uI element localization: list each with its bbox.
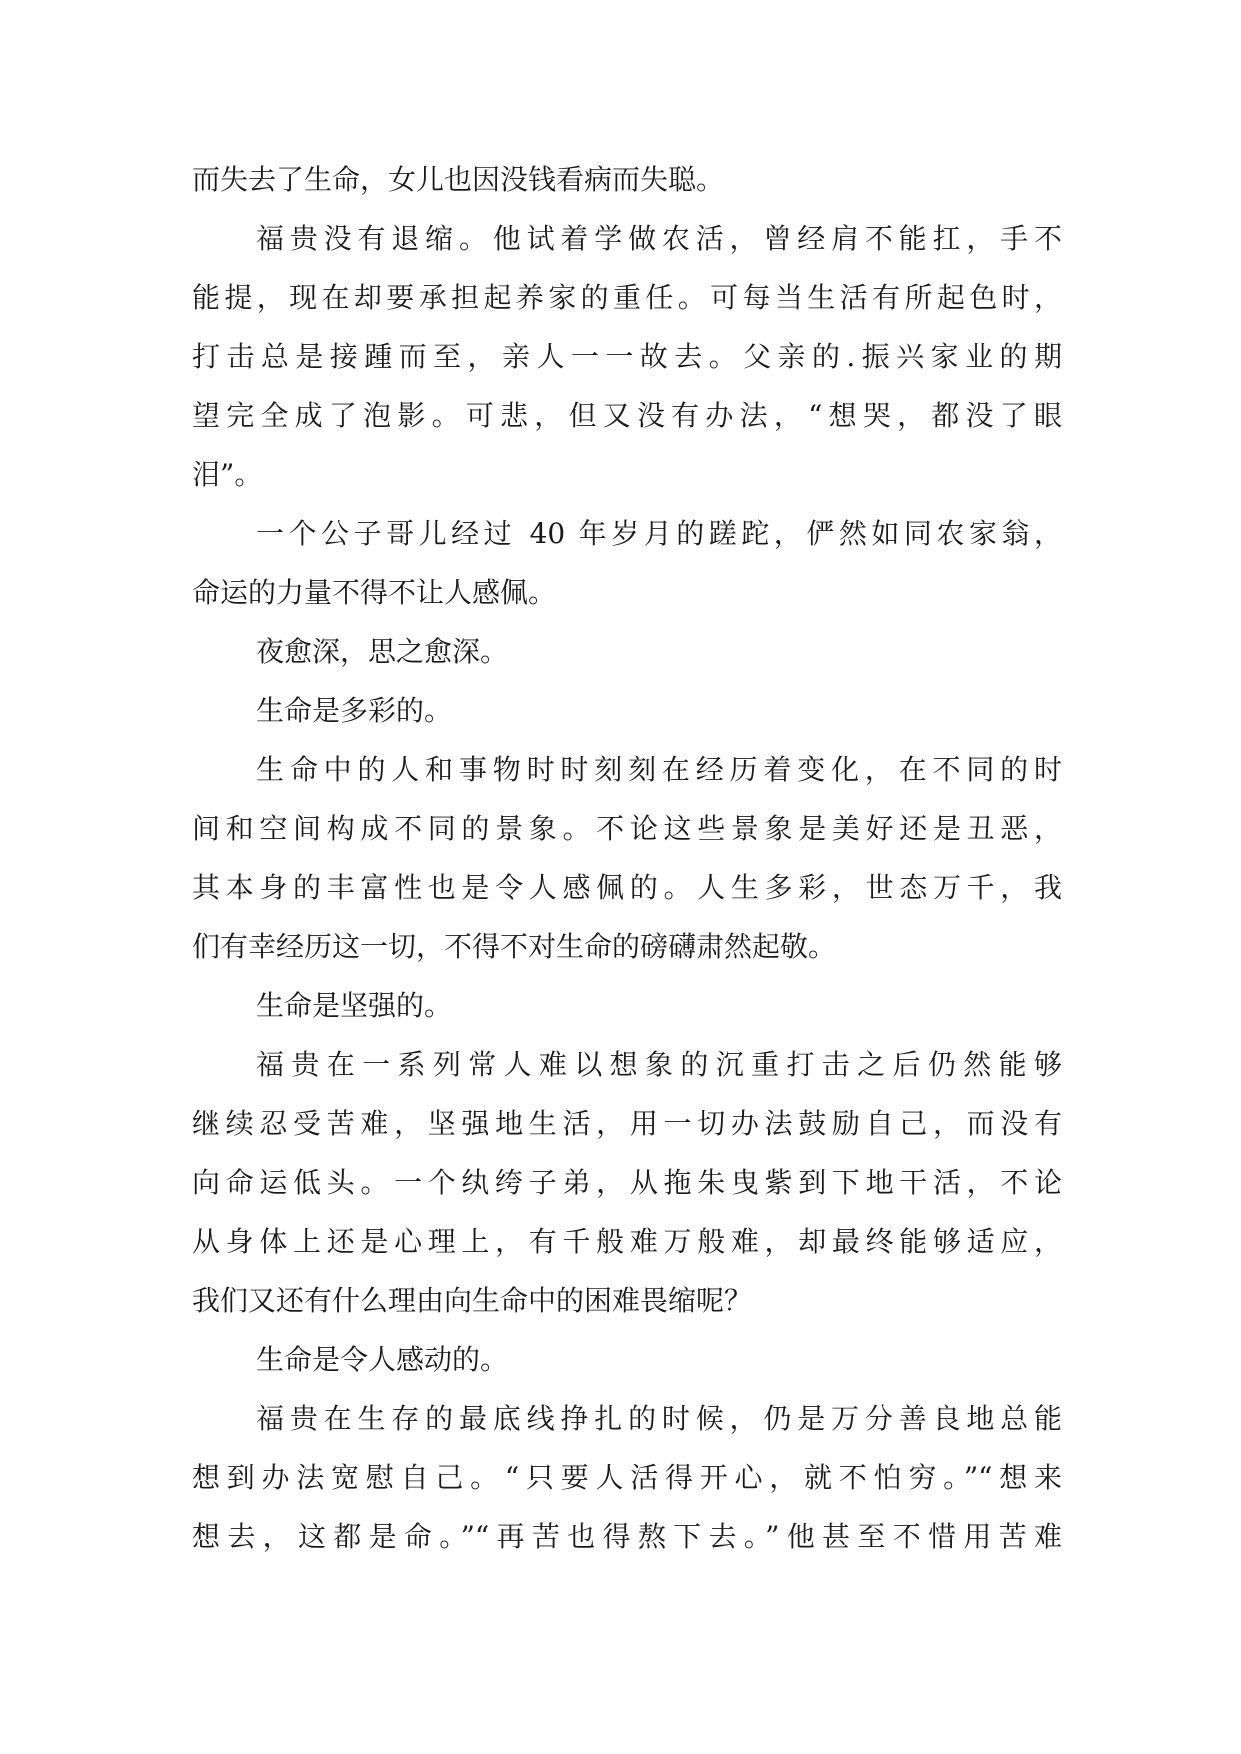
text-line: 福贵在一系列常人难以想象的沉重打击之后仍然能够 <box>256 1048 1062 1081</box>
text-line: 继续忍受苦难，坚强地生活，用一切办法鼓励自己，而没有 <box>192 1107 1062 1140</box>
text-line: 而失去了生命，女儿也因没钱看病而失聪。 <box>192 163 725 196</box>
text-line: 生命是坚强的。 <box>256 989 453 1022</box>
text-line: 能提，现在却要承担起养家的重任。可每当生活有所起色时， <box>192 281 1062 314</box>
text-line: 泪”。 <box>192 458 263 491</box>
text-line: 福贵没有退缩。他试着学做农活，曾经肩不能扛，手不 <box>256 222 1062 255</box>
text-line: 望完全成了泡影。可悲，但又没有办法，“想哭，都没了眼 <box>192 399 1062 432</box>
text-line: 想去，这都是命。”“再苦也得熬下去。”他甚至不惜用苦难 <box>192 1520 1062 1553</box>
text-line: 其本身的丰富性也是令人感佩的。人生多彩，世态万千，我 <box>192 871 1062 904</box>
text-line: 间和空间构成不同的景象。不论这些景象是美好还是丑恶， <box>192 812 1062 845</box>
text-line: 们有幸经历这一切，不得不对生命的磅礴肃然起敬。 <box>192 930 837 963</box>
text-line: 打击总是接踵而至，亲人一一故去。父亲的.振兴家业的期 <box>192 340 1062 373</box>
document-page <box>192 150 1062 1566</box>
text-line: 福贵在生存的最底线挣扎的时候，仍是万分善良地总能 <box>256 1402 1062 1435</box>
text-line: 向命运低头。一个纨绔子弟，从拖朱曳紫到下地干活，不论 <box>192 1166 1062 1199</box>
text-line: 生命是令人感动的。 <box>256 1343 509 1376</box>
text-line: 生命中的人和事物时时刻刻在经历着变化，在不同的时 <box>256 753 1062 786</box>
text-line: 命运的力量不得不让人感佩。 <box>192 576 557 609</box>
text-line: 夜愈深，思之愈深。 <box>256 635 509 668</box>
text-line: 想到办法宽慰自己。“只要人活得开心，就不怕穷。”“想来 <box>192 1461 1062 1494</box>
text-line: 我们又还有什么理由向生命中的困难畏缩呢？ <box>192 1284 753 1317</box>
text-line: 生命是多彩的。 <box>256 694 453 727</box>
text-line: 一个公子哥儿经过 40 年岁月的蹉跎，俨然如同农家翁， <box>256 517 1062 550</box>
text-line: 从身体上还是心理上，有千般难万般难，却最终能够适应， <box>192 1225 1062 1258</box>
